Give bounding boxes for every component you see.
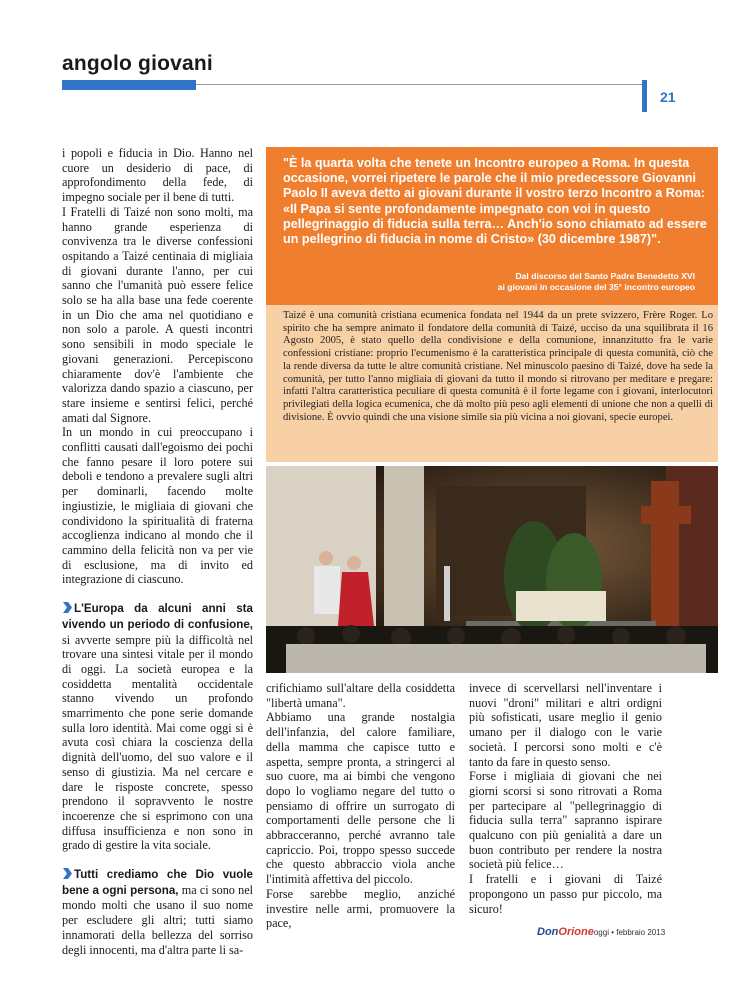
prayer-photo — [266, 466, 718, 673]
right-paragraph-3: I fratelli e i giovani di Taizé propongono un passo pur piccolo, ma sicuro! — [469, 872, 662, 916]
right-paragraph-2: Forse i migliaia di giovani che nei giorni scorsi si sono ritrovati a Roma per partecipare al "pellegrinaggio di fiducia sulla terra" sapranno ispirare qualcuno con più genialità a dare un buon contributo per rendere la nostra società più felice… — [469, 769, 662, 872]
left-paragraph-4 — [62, 601, 253, 853]
chevron-right-icon — [62, 602, 72, 613]
magazine-footer: DonOrioneoggi • febbraio 2013 — [537, 926, 666, 938]
pope-quote: "È la quarta volta che tenete un Incontro europeo a Roma. In questa occasione, vorrei ripetere le parole che il mio predecessore Giovanni Paolo II aveva detto ai giovani durante il vostro terzo Incontro a Roma: «Il Papa si sente profondamente impegnato con voi in questo pellegrinaggio di fiducia sulla terra… Anch'io sono chiamato ad essere un pellegrino di fiducia in nome di Cristo» (30 dicembre 1987)". — [283, 156, 707, 247]
page-number: 21 — [660, 89, 676, 105]
left-paragraph-4-body: si avverte sempre più la difficoltà nel trovare una sintesi vitale per il mondo di oggi. La società europea e la cosiddetta mentalità occidentale stanno vivendo un profondo smarrimento che pone serie domande sulla loro identità. Mai come oggi si è avuta così chiara la coscienza della dignità dell'uomo, del suo valore e il senso di giustizia. Ma nel cercare e dare le risposte concrete, spesso prendono il sopravvento le nostre incoerenze che si esprimono con una diffusa insufficienza e non sono in grado di gestire la vita sociale. — [62, 632, 253, 853]
left-column — [62, 146, 253, 957]
middle-paragraph-1: crifichiamo sull'altare della cosiddetta "libertà umana". — [266, 681, 455, 710]
middle-paragraph-2: Abbiamo una grande nostalgia dell'infanzia, del calore familiare, della mamma che capisce tutto e aspetta, sempre pronta, a stringerci al suo cuore, ma ai bimbi che vengono dopo lo vogliamo negare del tutto o pensiamo di offrire un surrogato di comportamenti delle persone che li abbracceranno, perché avranno tale capriccio. Poi, troppo spesso succede che questo abbraccio viola anche l'intimità affettiva del piccolo. — [266, 710, 455, 887]
title-underline-bar — [62, 80, 196, 90]
quote-source — [283, 271, 695, 293]
left-paragraph-3: In un mondo in cui preoccupano i conflitti causati dall'egoismo dei pochi che fanno pesare il loro potere sui deboli e tendono a prevalere sugli altri per dominarli, facendo molte ingiustizie, le migliaia di giovani che condividono la spiritualità di fraterna accoglienza indicano al mondo che il cammino della felicità non va per vie di esclusione, ma di invito ed integrazione di ciascuno. — [62, 425, 253, 587]
paragraph-lead-dio: Tutti crediamo che Dio vuole bene a ogni persona, — [62, 868, 253, 897]
left-paragraph-1: i popoli e fiducia in Dio. Hanno nel cuore un desiderio di pace, di approfondimento della fede, di impegno sociale per il bene di tutti. — [62, 146, 253, 205]
left-paragraph-5-body: ma ci sono nel mondo molti che usano il suo nome per escludere gli altri; tutti siamo innamorati della bellezza del sorriso degli innocenti, ma d'altra parte li sa- — [62, 882, 253, 957]
middle-column — [266, 681, 455, 931]
section-title: angolo giovani — [62, 52, 213, 75]
paragraph-lead-europe: L'Europa da alcuni anni sta vivendo un periodo di confusione, — [62, 602, 253, 631]
left-paragraph-2: I Fratelli di Taizé non sono molti, ma hanno grande esperienza di convivenza tra le diverse confessioni ospitando a Taizé centinaia di migliaia di giovani durante l'anno, per cui sanno che l'umanità può essere felice solo se ha alla base una fede coerente in un Dio che ama nel quotidiano e non solo a parole. A questi incontri sono sensibili in modo speciale le giovani generazioni. Percepiscono chiaramente dov'è l'ambiente che valorizza dando spazio a ciascuno, per stare insieme e sentirsi felici, perché amati dal Signore. — [62, 204, 253, 425]
middle-paragraph-3: Forse sarebbe meglio, anziché investire nelle armi, promuovere la pace, — [266, 886, 455, 931]
header-rule — [196, 84, 642, 85]
right-paragraph-1: invece di scervellarsi nell'inventare i nuovi "droni" militari e altri ordigni più sofisticati, usare meglio il genio umano per il dialogo con le varie società. I percorsi sono molti e c'è tanto da fare in questo senso. — [469, 681, 662, 769]
photo-illustration — [266, 466, 718, 673]
quote-source-line-2: ai giovani in occasione del 35° incontro europeo — [497, 282, 695, 292]
brand-suffix: oggi — [593, 928, 609, 937]
quote-source-line-1: Dal discorso del Santo Padre Benedetto XVI — [515, 271, 695, 281]
right-column — [469, 681, 662, 916]
taize-info-text: Taizé è una comunità cristiana ecumenica fondata nel 1944 da un prete svizzero, Frère Roger. Lo spirito che ha sempre animato il fondatore della comunità di Taizé, ucciso da una squilibrata il 16 Agosto 2005, è stato quello della condivisione e della comunione, innanzitutto fra le varie confessioni cristiane: proprio l'ecumenismo è la caratteristica principale di questa comunità, ciò che la rende diversa da tutte le altre comunità cristiane. Nel minuscolo paesino di Taizé, dove ha sede la comunità, per tutto l'anno migliaia di giovani da tutto il mondo si ritrovano per meditare e pregare: infatti l'altra caratteristica peculiare di questa comunità è il forte legame con i giovani, interlocutori privilegiati della logica ecumenica, che dà molto più peso agli elementi di unione che non a quelli di divisione. È ovvio quindi che una visione simile sia più vicina a noi giovani, specie europei. — [283, 310, 713, 423]
page-number-tab — [642, 80, 647, 112]
chevron-right-icon — [62, 868, 72, 879]
left-paragraph-5 — [62, 867, 253, 957]
brand-orione: Orione — [558, 926, 594, 938]
issue-date: febbraio 2013 — [616, 928, 666, 937]
brand-don: Don — [537, 926, 559, 938]
